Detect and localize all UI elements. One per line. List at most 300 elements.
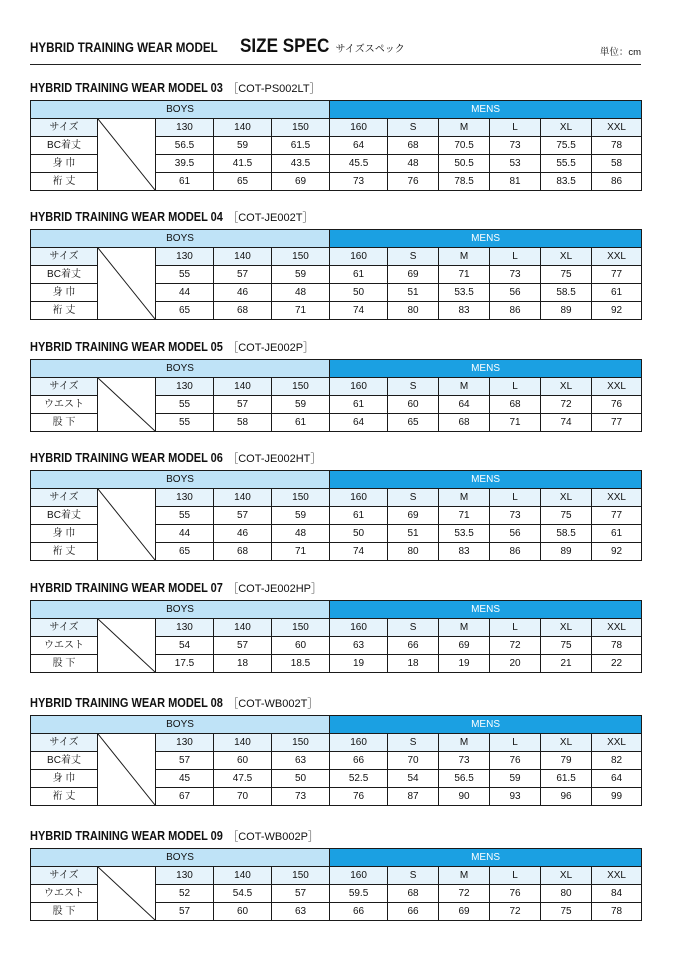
boys-value-cell: 64: [330, 414, 388, 432]
size-row: [31, 734, 642, 752]
spec-section: [30, 80, 641, 191]
mens-value-cell: 69: [439, 903, 490, 921]
section-title: [30, 580, 641, 596]
mens-value-cell: 89: [541, 302, 592, 320]
size-table: [30, 470, 642, 561]
size-row: [31, 619, 642, 637]
mens-value-cell: 76: [490, 752, 541, 770]
size-row: [31, 248, 642, 266]
boys-value-cell: 41.5: [214, 155, 272, 173]
mens-value-cell: 69: [388, 266, 439, 284]
mens-value-cell: 72: [490, 903, 541, 921]
size-label: サイズ: [31, 489, 98, 507]
boys-value-cell: 61: [330, 266, 388, 284]
diagonal-line: [98, 378, 155, 431]
mens-value-cell: 56: [490, 525, 541, 543]
mens-header: MENS: [330, 601, 642, 619]
mens-size-cell: XL: [541, 119, 592, 137]
size-label: サイズ: [31, 734, 98, 752]
model-code: ［COT-JE002HP］: [227, 583, 322, 595]
section-title: [30, 209, 641, 225]
model-code: ［COT-JE002HT］: [227, 453, 322, 465]
boys-header: BOYS: [31, 601, 330, 619]
boys-size-cell: 140: [214, 248, 272, 266]
boys-value-cell: 47.5: [214, 770, 272, 788]
mens-value-cell: 73: [439, 752, 490, 770]
boys-size-cell: 150: [272, 619, 330, 637]
boys-size-cell: 160: [330, 378, 388, 396]
mens-value-cell: 68: [388, 137, 439, 155]
mens-value-cell: 77: [592, 507, 642, 525]
model-code: ［COT-JE002T］: [227, 212, 314, 224]
diagonal-line: [98, 734, 155, 805]
mens-value-cell: 77: [592, 266, 642, 284]
boys-value-cell: 61: [330, 507, 388, 525]
boys-size-cell: 150: [272, 119, 330, 137]
model-name: HYBRID TRAINING WEAR MODEL 06: [30, 451, 223, 465]
row-label: 股 下: [31, 414, 98, 432]
mens-size-cell: S: [388, 378, 439, 396]
boys-value-cell: 73: [272, 788, 330, 806]
boys-value-cell: 60: [214, 752, 272, 770]
boys-value-cell: 19: [330, 655, 388, 673]
mens-header: MENS: [330, 101, 642, 119]
mens-value-cell: 80: [541, 885, 592, 903]
boys-size-cell: 150: [272, 248, 330, 266]
boys-value-cell: 68: [214, 543, 272, 561]
diagonal-cell: [98, 248, 156, 320]
boys-size-cell: 150: [272, 378, 330, 396]
boys-value-cell: 57: [156, 903, 214, 921]
spec-section: [30, 695, 641, 806]
mens-value-cell: 89: [541, 543, 592, 561]
boys-size-cell: 130: [156, 619, 214, 637]
row-label: 裄 丈: [31, 788, 98, 806]
page-title: SIZE SPEC: [240, 36, 330, 57]
size-label: サイズ: [31, 119, 98, 137]
boys-value-cell: 65: [156, 302, 214, 320]
mens-value-cell: 54: [388, 770, 439, 788]
row-label: BC着丈: [31, 266, 98, 284]
boys-value-cell: 59: [272, 396, 330, 414]
mens-value-cell: 75: [541, 637, 592, 655]
model-name: HYBRID TRAINING WEAR MODEL 04: [30, 210, 223, 224]
boys-value-cell: 64: [330, 137, 388, 155]
mens-value-cell: 55.5: [541, 155, 592, 173]
boys-value-cell: 56.5: [156, 137, 214, 155]
boys-size-cell: 150: [272, 734, 330, 752]
size-label: サイズ: [31, 867, 98, 885]
boys-size-cell: 140: [214, 378, 272, 396]
mens-value-cell: 99: [592, 788, 642, 806]
boys-size-cell: 160: [330, 867, 388, 885]
boys-value-cell: 18: [214, 655, 272, 673]
mens-value-cell: 75: [541, 507, 592, 525]
boys-value-cell: 48: [272, 284, 330, 302]
size-label: サイズ: [31, 248, 98, 266]
mens-value-cell: 80: [388, 543, 439, 561]
model-name: HYBRID TRAINING WEAR MODEL 05: [30, 340, 223, 354]
mens-size-cell: XXL: [592, 378, 642, 396]
boys-value-cell: 68: [214, 302, 272, 320]
spec-section: [30, 450, 641, 561]
mens-value-cell: 71: [439, 507, 490, 525]
boys-value-cell: 73: [330, 173, 388, 191]
mens-value-cell: 61.5: [541, 770, 592, 788]
row-label: 裄 丈: [31, 302, 98, 320]
boys-value-cell: 63: [272, 752, 330, 770]
model-name: HYBRID TRAINING WEAR MODEL 03: [30, 81, 223, 95]
boys-size-cell: 140: [214, 734, 272, 752]
diagonal-line: [98, 489, 155, 560]
boys-value-cell: 52: [156, 885, 214, 903]
row-label: 裄 丈: [31, 173, 98, 191]
boys-size-cell: 130: [156, 489, 214, 507]
boys-value-cell: 59: [214, 137, 272, 155]
diagonal-line: [98, 248, 155, 319]
mens-value-cell: 18: [388, 655, 439, 673]
boys-value-cell: 65: [214, 173, 272, 191]
mens-value-cell: 83: [439, 543, 490, 561]
mens-size-cell: XXL: [592, 119, 642, 137]
boys-value-cell: 55: [156, 396, 214, 414]
boys-value-cell: 50: [330, 525, 388, 543]
mens-value-cell: 71: [439, 266, 490, 284]
size-row: [31, 489, 642, 507]
boys-value-cell: 50: [272, 770, 330, 788]
mens-value-cell: 64: [439, 396, 490, 414]
mens-size-cell: L: [490, 867, 541, 885]
table-header-row: [31, 101, 642, 119]
mens-size-cell: XL: [541, 734, 592, 752]
mens-value-cell: 86: [490, 302, 541, 320]
mens-value-cell: 76: [388, 173, 439, 191]
row-label: 身 巾: [31, 155, 98, 173]
mens-size-cell: L: [490, 489, 541, 507]
boys-size-cell: 160: [330, 619, 388, 637]
size-label: サイズ: [31, 619, 98, 637]
mens-value-cell: 50.5: [439, 155, 490, 173]
boys-value-cell: 54: [156, 637, 214, 655]
boys-value-cell: 45.5: [330, 155, 388, 173]
mens-value-cell: 75: [541, 903, 592, 921]
mens-value-cell: 58.5: [541, 284, 592, 302]
boys-size-cell: 140: [214, 489, 272, 507]
mens-size-cell: M: [439, 378, 490, 396]
mens-size-cell: L: [490, 248, 541, 266]
boys-size-cell: 130: [156, 119, 214, 137]
mens-value-cell: 83.5: [541, 173, 592, 191]
boys-value-cell: 74: [330, 302, 388, 320]
boys-value-cell: 66: [330, 903, 388, 921]
boys-size-cell: 160: [330, 734, 388, 752]
row-label: 身 巾: [31, 284, 98, 302]
mens-value-cell: 93: [490, 788, 541, 806]
boys-value-cell: 66: [330, 752, 388, 770]
spec-section: [30, 828, 641, 921]
table-header-row: [31, 601, 642, 619]
row-label: 股 下: [31, 655, 98, 673]
boys-value-cell: 76: [330, 788, 388, 806]
boys-header: BOYS: [31, 471, 330, 489]
boys-value-cell: 61: [156, 173, 214, 191]
boys-value-cell: 57: [214, 266, 272, 284]
mens-value-cell: 92: [592, 543, 642, 561]
diagonal-cell: [98, 119, 156, 191]
model-name: HYBRID TRAINING WEAR MODEL 08: [30, 696, 223, 710]
mens-value-cell: 80: [388, 302, 439, 320]
boys-value-cell: 44: [156, 284, 214, 302]
boys-value-cell: 63: [272, 903, 330, 921]
mens-size-cell: M: [439, 619, 490, 637]
table-header-row: [31, 360, 642, 378]
boys-size-cell: 160: [330, 119, 388, 137]
mens-value-cell: 75.5: [541, 137, 592, 155]
mens-value-cell: 83: [439, 302, 490, 320]
size-table: [30, 100, 642, 191]
model-name: HYBRID TRAINING WEAR MODEL 07: [30, 581, 223, 595]
mens-value-cell: 81: [490, 173, 541, 191]
size-table: [30, 359, 642, 432]
mens-value-cell: 61: [592, 284, 642, 302]
row-label: 身 巾: [31, 525, 98, 543]
mens-size-cell: S: [388, 248, 439, 266]
boys-value-cell: 57: [214, 396, 272, 414]
mens-value-cell: 21: [541, 655, 592, 673]
mens-value-cell: 51: [388, 525, 439, 543]
boys-value-cell: 63: [330, 637, 388, 655]
boys-size-cell: 150: [272, 867, 330, 885]
mens-size-cell: XL: [541, 619, 592, 637]
mens-value-cell: 77: [592, 414, 642, 432]
mens-value-cell: 53.5: [439, 284, 490, 302]
mens-value-cell: 65: [388, 414, 439, 432]
boys-size-cell: 130: [156, 867, 214, 885]
boys-value-cell: 57: [272, 885, 330, 903]
mens-header: MENS: [330, 230, 642, 248]
mens-size-cell: XXL: [592, 734, 642, 752]
boys-value-cell: 59: [272, 266, 330, 284]
boys-value-cell: 48: [272, 525, 330, 543]
mens-value-cell: 72: [541, 396, 592, 414]
mens-value-cell: 68: [490, 396, 541, 414]
mens-value-cell: 66: [388, 903, 439, 921]
mens-size-cell: M: [439, 119, 490, 137]
mens-size-cell: L: [490, 619, 541, 637]
boys-value-cell: 55: [156, 266, 214, 284]
boys-header: BOYS: [31, 849, 330, 867]
boys-value-cell: 45: [156, 770, 214, 788]
boys-size-cell: 150: [272, 489, 330, 507]
mens-value-cell: 78: [592, 903, 642, 921]
mens-value-cell: 72: [490, 637, 541, 655]
mens-size-cell: XL: [541, 248, 592, 266]
mens-size-cell: M: [439, 867, 490, 885]
mens-value-cell: 53: [490, 155, 541, 173]
boys-size-cell: 160: [330, 248, 388, 266]
mens-value-cell: 48: [388, 155, 439, 173]
boys-size-cell: 130: [156, 378, 214, 396]
mens-value-cell: 82: [592, 752, 642, 770]
boys-value-cell: 57: [214, 507, 272, 525]
boys-value-cell: 59: [272, 507, 330, 525]
diagonal-line: [98, 867, 155, 920]
mens-value-cell: 69: [439, 637, 490, 655]
model-code: ［COT-WB002P］: [227, 831, 319, 843]
model-name: HYBRID TRAINING WEAR MODEL 09: [30, 829, 223, 843]
mens-size-cell: XXL: [592, 489, 642, 507]
size-row: [31, 378, 642, 396]
mens-value-cell: 90: [439, 788, 490, 806]
mens-value-cell: 66: [388, 637, 439, 655]
mens-value-cell: 86: [490, 543, 541, 561]
mens-value-cell: 73: [490, 137, 541, 155]
row-label: 身 巾: [31, 770, 98, 788]
boys-value-cell: 65: [156, 543, 214, 561]
boys-value-cell: 58: [214, 414, 272, 432]
boys-value-cell: 57: [156, 752, 214, 770]
mens-size-cell: M: [439, 489, 490, 507]
mens-header: MENS: [330, 716, 642, 734]
mens-value-cell: 70.5: [439, 137, 490, 155]
mens-size-cell: S: [388, 619, 439, 637]
section-title: [30, 339, 641, 355]
unit-label: 単位：cm: [599, 47, 641, 58]
boys-value-cell: 46: [214, 525, 272, 543]
boys-value-cell: 71: [272, 543, 330, 561]
row-label: ウエスト: [31, 885, 98, 903]
table-header-row: [31, 230, 642, 248]
header-title-group: [30, 36, 405, 58]
mens-value-cell: 64: [592, 770, 642, 788]
mens-size-cell: S: [388, 734, 439, 752]
boys-value-cell: 46: [214, 284, 272, 302]
mens-value-cell: 78: [592, 137, 642, 155]
mens-size-cell: L: [490, 734, 541, 752]
mens-size-cell: XL: [541, 489, 592, 507]
size-row: [31, 119, 642, 137]
size-table: [30, 715, 642, 806]
boys-value-cell: 70: [214, 788, 272, 806]
section-title: [30, 80, 641, 96]
diagonal-cell: [98, 489, 156, 561]
mens-value-cell: 51: [388, 284, 439, 302]
row-label: 股 下: [31, 903, 98, 921]
mens-value-cell: 86: [592, 173, 642, 191]
mens-value-cell: 92: [592, 302, 642, 320]
mens-value-cell: 87: [388, 788, 439, 806]
boys-header: BOYS: [31, 360, 330, 378]
row-label: BC着丈: [31, 752, 98, 770]
mens-value-cell: 58.5: [541, 525, 592, 543]
mens-size-cell: XXL: [592, 867, 642, 885]
diagonal-line: [98, 119, 155, 190]
diagonal-cell: [98, 619, 156, 673]
mens-value-cell: 84: [592, 885, 642, 903]
size-table: [30, 229, 642, 320]
boys-value-cell: 74: [330, 543, 388, 561]
size-table: [30, 848, 642, 921]
row-label: ウエスト: [31, 637, 98, 655]
diagonal-cell: [98, 867, 156, 921]
mens-value-cell: 71: [490, 414, 541, 432]
mens-value-cell: 73: [490, 507, 541, 525]
size-label: サイズ: [31, 378, 98, 396]
boys-value-cell: 54.5: [214, 885, 272, 903]
mens-value-cell: 76: [592, 396, 642, 414]
mens-header: MENS: [330, 360, 642, 378]
mens-value-cell: 78: [592, 637, 642, 655]
brand-title: HYBRID TRAINING WEAR MODEL: [30, 40, 218, 55]
mens-value-cell: 22: [592, 655, 642, 673]
boys-value-cell: 18.5: [272, 655, 330, 673]
boys-size-cell: 140: [214, 119, 272, 137]
mens-value-cell: 74: [541, 414, 592, 432]
spec-section: [30, 339, 641, 432]
model-code: ［COT-JE002P］: [227, 342, 315, 354]
mens-size-cell: M: [439, 248, 490, 266]
boys-size-cell: 160: [330, 489, 388, 507]
mens-size-cell: S: [388, 489, 439, 507]
mens-value-cell: 56.5: [439, 770, 490, 788]
boys-header: BOYS: [31, 101, 330, 119]
boys-value-cell: 61: [330, 396, 388, 414]
boys-size-cell: 140: [214, 867, 272, 885]
mens-size-cell: S: [388, 867, 439, 885]
boys-header: BOYS: [31, 716, 330, 734]
boys-value-cell: 60: [272, 637, 330, 655]
mens-header: MENS: [330, 471, 642, 489]
mens-value-cell: 96: [541, 788, 592, 806]
boys-value-cell: 59.5: [330, 885, 388, 903]
mens-value-cell: 72: [439, 885, 490, 903]
boys-size-cell: 140: [214, 619, 272, 637]
boys-value-cell: 43.5: [272, 155, 330, 173]
mens-size-cell: S: [388, 119, 439, 137]
row-label: 裄 丈: [31, 543, 98, 561]
table-header-row: [31, 471, 642, 489]
boys-value-cell: 39.5: [156, 155, 214, 173]
size-table: [30, 600, 642, 673]
mens-size-cell: M: [439, 734, 490, 752]
mens-size-cell: XXL: [592, 619, 642, 637]
page-title-jp: サイズスペック: [335, 44, 405, 55]
mens-value-cell: 68: [388, 885, 439, 903]
page-header: [30, 36, 641, 65]
boys-value-cell: 61.5: [272, 137, 330, 155]
boys-size-cell: 130: [156, 248, 214, 266]
mens-value-cell: 79: [541, 752, 592, 770]
boys-value-cell: 69: [272, 173, 330, 191]
mens-value-cell: 69: [388, 507, 439, 525]
boys-value-cell: 55: [156, 507, 214, 525]
spec-section: [30, 580, 641, 673]
boys-header: BOYS: [31, 230, 330, 248]
mens-value-cell: 60: [388, 396, 439, 414]
boys-value-cell: 57: [214, 637, 272, 655]
mens-value-cell: 19: [439, 655, 490, 673]
model-code: ［COT-WB002T］: [227, 698, 319, 710]
boys-value-cell: 52.5: [330, 770, 388, 788]
diagonal-cell: [98, 734, 156, 806]
mens-value-cell: 58: [592, 155, 642, 173]
row-label: ウエスト: [31, 396, 98, 414]
row-label: BC着丈: [31, 137, 98, 155]
row-label: BC着丈: [31, 507, 98, 525]
mens-value-cell: 73: [490, 266, 541, 284]
model-code: ［COT-PS002LT］: [227, 83, 321, 95]
mens-value-cell: 68: [439, 414, 490, 432]
